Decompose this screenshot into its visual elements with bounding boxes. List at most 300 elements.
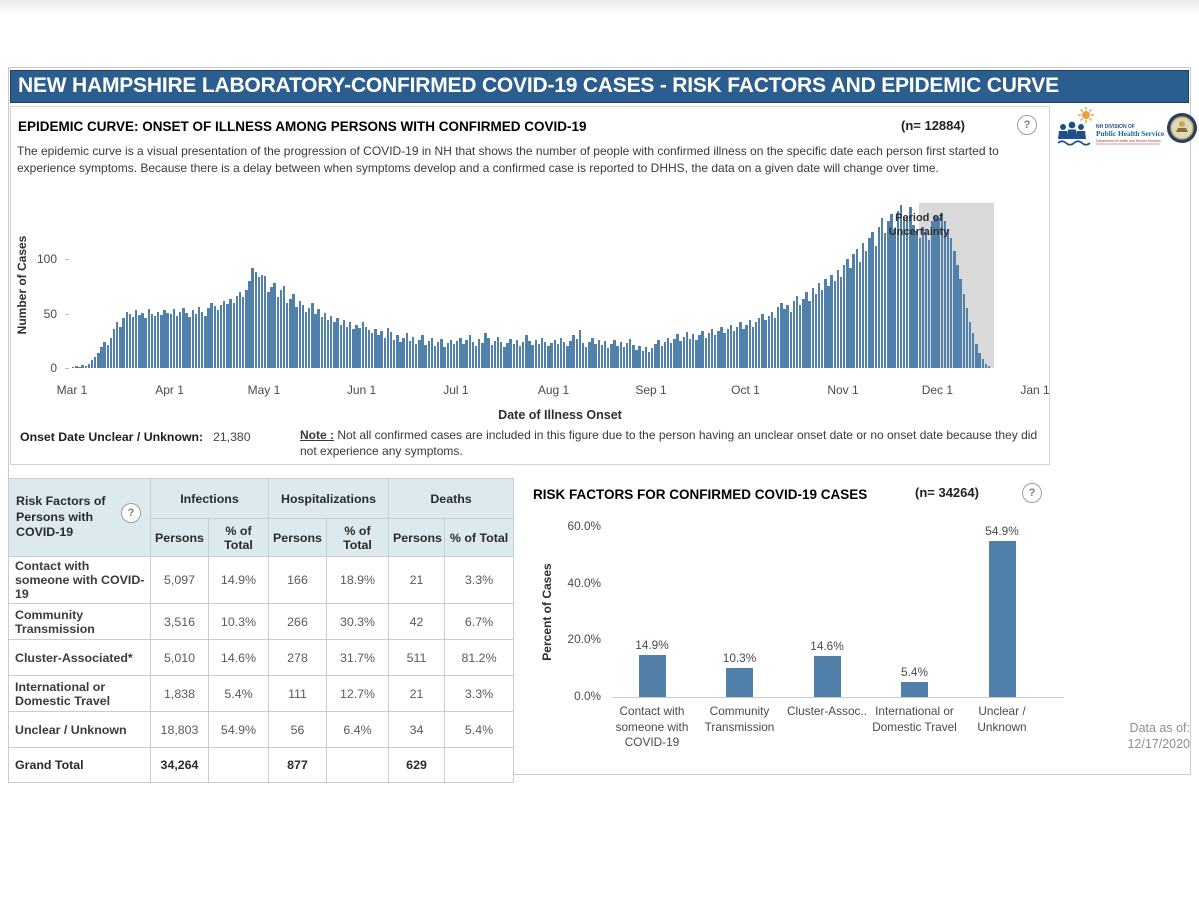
epi-bar[interactable]: [321, 317, 323, 368]
epi-bar[interactable]: [985, 364, 987, 368]
epi-bar[interactable]: [846, 259, 848, 368]
epi-bar[interactable]: [903, 220, 905, 368]
epi-bar[interactable]: [409, 341, 411, 368]
epi-bar[interactable]: [739, 322, 741, 368]
epi-bar[interactable]: [975, 344, 977, 368]
table-cell[interactable]: 30.3%: [327, 604, 389, 640]
table-cell[interactable]: 34: [389, 712, 445, 748]
epi-bar[interactable]: [812, 288, 814, 368]
epi-bar[interactable]: [500, 342, 502, 368]
epi-bar[interactable]: [720, 327, 722, 368]
epi-bar[interactable]: [623, 347, 625, 368]
epi-bar[interactable]: [469, 335, 471, 368]
table-cell[interactable]: 111: [269, 676, 327, 712]
epi-bar[interactable]: [698, 335, 700, 368]
epi-bar[interactable]: [714, 335, 716, 368]
epi-bar[interactable]: [711, 329, 713, 368]
epi-bar[interactable]: [242, 297, 244, 368]
epi-bar[interactable]: [365, 327, 367, 368]
epi-bar[interactable]: [340, 325, 342, 368]
table-cell[interactable]: 3,516: [151, 604, 209, 640]
epi-bar[interactable]: [777, 307, 779, 368]
epi-bar[interactable]: [566, 346, 568, 368]
epi-bar[interactable]: [648, 352, 650, 368]
epi-bar[interactable]: [273, 283, 275, 368]
epi-bar[interactable]: [497, 337, 499, 368]
epi-bar[interactable]: [632, 345, 634, 368]
epi-bar[interactable]: [661, 346, 663, 368]
epi-bar[interactable]: [528, 341, 530, 368]
epi-bar[interactable]: [550, 343, 552, 368]
table-cell[interactable]: [327, 748, 389, 783]
epi-bar[interactable]: [81, 365, 83, 368]
epi-bar[interactable]: [657, 340, 659, 368]
table-cell[interactable]: [445, 748, 514, 783]
epi-bar[interactable]: [862, 243, 864, 368]
epi-bar[interactable]: [475, 346, 477, 368]
epi-bar[interactable]: [107, 345, 109, 368]
row-label[interactable]: Grand Total: [9, 748, 151, 783]
epi-bar[interactable]: [560, 338, 562, 368]
epi-bar[interactable]: [491, 345, 493, 368]
epi-bar[interactable]: [569, 341, 571, 368]
epi-bar[interactable]: [368, 330, 370, 368]
epi-bar[interactable]: [456, 341, 458, 368]
risk-bar[interactable]: [814, 656, 841, 697]
epi-bar[interactable]: [790, 312, 792, 368]
epi-bar[interactable]: [513, 344, 515, 368]
epi-bar[interactable]: [818, 283, 820, 368]
table-cell[interactable]: 278: [269, 640, 327, 676]
table-help-icon[interactable]: ?: [121, 503, 141, 523]
epi-bar[interactable]: [771, 312, 773, 368]
epi-bar[interactable]: [598, 340, 600, 368]
table-cell[interactable]: 1,838: [151, 676, 209, 712]
epi-bar[interactable]: [220, 305, 222, 368]
epi-bar[interactable]: [314, 314, 316, 368]
epi-bar[interactable]: [642, 351, 644, 368]
table-cell[interactable]: 14.9%: [209, 557, 269, 604]
epi-bar[interactable]: [557, 344, 559, 368]
epi-bar[interactable]: [563, 342, 565, 368]
risk-bar[interactable]: [989, 541, 1016, 697]
epi-bar[interactable]: [166, 313, 168, 368]
epi-bar[interactable]: [103, 342, 105, 368]
epi-bar[interactable]: [799, 305, 801, 368]
epi-bar[interactable]: [428, 341, 430, 368]
risk-bar[interactable]: [639, 655, 666, 697]
epi-bar[interactable]: [856, 249, 858, 368]
epi-bar[interactable]: [472, 342, 474, 368]
epi-bar[interactable]: [195, 314, 197, 368]
epi-bar[interactable]: [774, 318, 776, 368]
table-cell[interactable]: 42: [389, 604, 445, 640]
epi-bar[interactable]: [75, 366, 77, 368]
table-cell[interactable]: 31.7%: [327, 640, 389, 676]
epi-bar[interactable]: [264, 276, 266, 368]
epi-bar[interactable]: [402, 338, 404, 368]
epi-bar[interactable]: [487, 338, 489, 368]
epi-bar[interactable]: [173, 309, 175, 368]
epi-bar[interactable]: [399, 342, 401, 368]
table-cell[interactable]: 5,097: [151, 557, 209, 604]
epi-bar[interactable]: [827, 286, 829, 369]
epi-bar[interactable]: [988, 366, 990, 368]
epi-bar[interactable]: [676, 334, 678, 368]
epi-bar[interactable]: [963, 294, 965, 368]
epi-bar[interactable]: [443, 347, 445, 368]
table-cell[interactable]: [209, 748, 269, 783]
epi-bar[interactable]: [229, 299, 231, 368]
table-cell[interactable]: 6.4%: [327, 712, 389, 748]
table-cell[interactable]: 81.2%: [445, 640, 514, 676]
epi-bar[interactable]: [837, 270, 839, 368]
epi-bar[interactable]: [484, 333, 486, 368]
epi-bar[interactable]: [207, 308, 209, 368]
epi-bar[interactable]: [972, 333, 974, 368]
table-cell[interactable]: 266: [269, 604, 327, 640]
epi-bar[interactable]: [610, 344, 612, 368]
epi-bar[interactable]: [969, 322, 971, 368]
epi-bar[interactable]: [959, 279, 961, 368]
epi-bar[interactable]: [582, 343, 584, 368]
epi-bar[interactable]: [210, 303, 212, 368]
epi-bar[interactable]: [94, 357, 96, 368]
epi-bar[interactable]: [705, 338, 707, 368]
epi-bar[interactable]: [947, 229, 949, 368]
epi-bar[interactable]: [579, 330, 581, 368]
epi-bar[interactable]: [531, 345, 533, 368]
epi-bar[interactable]: [223, 301, 225, 368]
epi-bar[interactable]: [148, 309, 150, 368]
epi-bar[interactable]: [506, 343, 508, 368]
epi-bar[interactable]: [723, 333, 725, 368]
epi-bar[interactable]: [922, 227, 924, 368]
epi-bar[interactable]: [390, 332, 392, 368]
epi-bar[interactable]: [248, 281, 250, 368]
epi-bar[interactable]: [481, 343, 483, 368]
epi-bar[interactable]: [745, 325, 747, 368]
epi-bar[interactable]: [764, 320, 766, 368]
epi-bar[interactable]: [343, 320, 345, 368]
epi-bar[interactable]: [821, 290, 823, 368]
epi-bar[interactable]: [330, 316, 332, 368]
epi-bar[interactable]: [594, 344, 596, 368]
row-label[interactable]: Unclear / Unknown: [9, 712, 151, 748]
epi-bar[interactable]: [100, 347, 102, 368]
epi-bar[interactable]: [629, 339, 631, 368]
table-cell[interactable]: 3.3%: [445, 676, 514, 712]
epi-bar[interactable]: [160, 315, 162, 368]
epi-bar[interactable]: [519, 346, 521, 368]
epi-bar[interactable]: [135, 310, 137, 368]
epi-bar[interactable]: [295, 307, 297, 368]
epi-bar[interactable]: [978, 353, 980, 368]
epi-bar[interactable]: [157, 312, 159, 368]
epi-bar[interactable]: [440, 339, 442, 368]
epi-bar[interactable]: [849, 268, 851, 368]
row-label[interactable]: Cluster-Associated*: [9, 640, 151, 676]
epi-bar[interactable]: [233, 303, 235, 368]
epi-bar[interactable]: [346, 327, 348, 368]
epi-bar[interactable]: [286, 303, 288, 368]
epi-bar[interactable]: [805, 292, 807, 368]
epi-bar[interactable]: [217, 310, 219, 368]
epi-bar[interactable]: [151, 314, 153, 368]
epi-bar[interactable]: [956, 265, 958, 368]
table-cell[interactable]: 3.3%: [445, 557, 514, 604]
epi-bar[interactable]: [912, 225, 914, 368]
epi-bar[interactable]: [396, 335, 398, 368]
epi-bar[interactable]: [494, 341, 496, 368]
epi-bar[interactable]: [192, 310, 194, 368]
epi-bar[interactable]: [547, 346, 549, 368]
epi-bar[interactable]: [761, 314, 763, 368]
epi-bar[interactable]: [201, 312, 203, 368]
epi-bar[interactable]: [214, 306, 216, 368]
epi-bar[interactable]: [261, 275, 263, 368]
epi-bar[interactable]: [336, 318, 338, 368]
epi-bar[interactable]: [793, 301, 795, 368]
epi-bar[interactable]: [875, 246, 877, 368]
epi-bar[interactable]: [355, 325, 357, 368]
epi-bar[interactable]: [384, 338, 386, 368]
epi-bar[interactable]: [434, 346, 436, 368]
epi-bar[interactable]: [78, 367, 80, 368]
epi-bar[interactable]: [620, 342, 622, 368]
table-cell[interactable]: 6.7%: [445, 604, 514, 640]
epi-bar[interactable]: [447, 343, 449, 368]
epi-bar[interactable]: [280, 290, 282, 368]
epi-bar[interactable]: [638, 346, 640, 368]
epi-bar[interactable]: [730, 325, 732, 368]
epi-bar[interactable]: [465, 340, 467, 368]
epi-bar[interactable]: [305, 312, 307, 368]
epi-bar[interactable]: [302, 305, 304, 368]
epi-bar[interactable]: [437, 342, 439, 368]
epi-bar[interactable]: [431, 338, 433, 368]
epi-bar[interactable]: [88, 364, 90, 368]
epi-bar[interactable]: [607, 348, 609, 368]
epi-bar[interactable]: [755, 322, 757, 368]
epi-bar[interactable]: [509, 339, 511, 368]
table-cell[interactable]: 21: [389, 557, 445, 604]
table-cell[interactable]: 34,264: [151, 748, 209, 783]
epi-bar[interactable]: [163, 310, 165, 368]
table-cell[interactable]: 5.4%: [209, 676, 269, 712]
epi-bar[interactable]: [459, 338, 461, 368]
epi-bar[interactable]: [859, 262, 861, 368]
epi-bar[interactable]: [258, 277, 260, 368]
epi-bar[interactable]: [333, 322, 335, 368]
epi-bar[interactable]: [129, 314, 131, 368]
epi-bar[interactable]: [185, 313, 187, 368]
epi-bar[interactable]: [421, 335, 423, 368]
epi-bar[interactable]: [982, 359, 984, 368]
epi-bar[interactable]: [928, 240, 930, 368]
table-cell[interactable]: 54.9%: [209, 712, 269, 748]
epi-bar[interactable]: [852, 254, 854, 368]
epi-bar[interactable]: [541, 338, 543, 368]
epi-bar[interactable]: [317, 309, 319, 368]
epi-bar[interactable]: [768, 316, 770, 368]
epi-bar[interactable]: [251, 268, 253, 368]
epi-bar[interactable]: [786, 305, 788, 368]
table-cell[interactable]: 877: [269, 748, 327, 783]
epi-bar[interactable]: [815, 294, 817, 368]
epi-bar[interactable]: [406, 333, 408, 368]
epi-bar[interactable]: [783, 309, 785, 368]
epi-bar[interactable]: [289, 299, 291, 368]
epi-bar[interactable]: [645, 347, 647, 368]
epi-bar[interactable]: [349, 322, 351, 368]
epi-bar[interactable]: [138, 315, 140, 368]
epi-bar[interactable]: [522, 342, 524, 368]
epi-bar[interactable]: [865, 251, 867, 368]
epi-bar[interactable]: [572, 335, 574, 368]
epi-bar[interactable]: [925, 233, 927, 368]
epi-bar[interactable]: [503, 347, 505, 368]
epi-bar[interactable]: [953, 251, 955, 368]
epi-bar[interactable]: [170, 314, 172, 368]
epi-bar[interactable]: [270, 287, 272, 368]
risk-chart-help-icon[interactable]: ?: [1022, 483, 1042, 503]
epi-bar[interactable]: [236, 296, 238, 368]
table-cell[interactable]: 14.6%: [209, 640, 269, 676]
epi-bar[interactable]: [667, 338, 669, 368]
epi-bar[interactable]: [453, 344, 455, 368]
table-cell[interactable]: 629: [389, 748, 445, 783]
epi-bar[interactable]: [613, 340, 615, 368]
epi-bar[interactable]: [626, 343, 628, 368]
epi-bar[interactable]: [110, 338, 112, 368]
epi-bar[interactable]: [352, 329, 354, 368]
epi-bar[interactable]: [299, 301, 301, 368]
table-cell[interactable]: 21: [389, 676, 445, 712]
epi-bar[interactable]: [733, 331, 735, 368]
epi-bar[interactable]: [154, 316, 156, 368]
epi-bar[interactable]: [226, 304, 228, 368]
epi-bar[interactable]: [182, 308, 184, 368]
epi-bar[interactable]: [418, 340, 420, 368]
epi-bar[interactable]: [635, 350, 637, 368]
epi-bar[interactable]: [255, 272, 257, 368]
epi-bar[interactable]: [188, 317, 190, 368]
epi-bar[interactable]: [179, 312, 181, 368]
epi-bar[interactable]: [525, 335, 527, 368]
epi-bar[interactable]: [371, 333, 373, 368]
epi-bar[interactable]: [374, 329, 376, 368]
epi-bar[interactable]: [749, 320, 751, 368]
epi-bar[interactable]: [824, 279, 826, 368]
epi-bar[interactable]: [808, 301, 810, 368]
epi-bar[interactable]: [478, 339, 480, 368]
epi-bar[interactable]: [204, 316, 206, 368]
epi-bar[interactable]: [538, 344, 540, 368]
epi-bar[interactable]: [944, 221, 946, 368]
epi-bar[interactable]: [887, 221, 889, 368]
epi-bar[interactable]: [830, 275, 832, 368]
epi-bar[interactable]: [412, 337, 414, 368]
epi-bar[interactable]: [673, 339, 675, 368]
epi-bar[interactable]: [126, 312, 128, 368]
epi-bar[interactable]: [884, 233, 886, 368]
epi-bar[interactable]: [144, 318, 146, 368]
epi-bar[interactable]: [198, 307, 200, 368]
epi-bar[interactable]: [881, 218, 883, 368]
epi-bar[interactable]: [679, 341, 681, 368]
epi-bar[interactable]: [554, 340, 556, 368]
epi-bar[interactable]: [516, 340, 518, 368]
epi-bar[interactable]: [324, 313, 326, 368]
epi-help-icon[interactable]: ?: [1017, 115, 1037, 135]
epi-bar[interactable]: [380, 331, 382, 368]
epi-bar[interactable]: [308, 308, 310, 368]
epi-bar[interactable]: [450, 340, 452, 368]
epi-bar[interactable]: [544, 342, 546, 368]
table-cell[interactable]: 5.4%: [445, 712, 514, 748]
epi-bar[interactable]: [72, 367, 74, 368]
epi-bar[interactable]: [588, 342, 590, 368]
epi-bar[interactable]: [701, 331, 703, 368]
epi-bar[interactable]: [239, 292, 241, 368]
epi-bar[interactable]: [311, 303, 313, 368]
epi-bar[interactable]: [689, 339, 691, 368]
epi-bar[interactable]: [752, 327, 754, 368]
epi-bar[interactable]: [878, 227, 880, 368]
row-label[interactable]: Community Transmission: [9, 604, 151, 640]
epi-bar[interactable]: [358, 328, 360, 368]
epi-bar[interactable]: [664, 342, 666, 368]
epi-bar[interactable]: [893, 229, 895, 368]
epi-bar[interactable]: [840, 277, 842, 368]
epi-bar[interactable]: [327, 320, 329, 368]
epi-bar[interactable]: [802, 299, 804, 368]
epi-bar[interactable]: [362, 322, 364, 368]
epi-bar[interactable]: [113, 329, 115, 368]
epi-bar[interactable]: [604, 341, 606, 368]
epi-bar[interactable]: [116, 322, 118, 368]
epi-bar[interactable]: [393, 340, 395, 368]
epi-bar[interactable]: [119, 327, 121, 368]
epi-bar[interactable]: [576, 339, 578, 368]
epi-bar[interactable]: [796, 296, 798, 368]
table-cell[interactable]: 166: [269, 557, 327, 604]
epi-bar[interactable]: [245, 290, 247, 368]
epi-bar[interactable]: [424, 345, 426, 368]
epi-bar[interactable]: [601, 345, 603, 368]
epi-bar[interactable]: [267, 292, 269, 368]
epi-bar[interactable]: [176, 316, 178, 368]
table-cell[interactable]: 511: [389, 640, 445, 676]
epi-bar[interactable]: [97, 353, 99, 368]
epi-bar[interactable]: [683, 337, 685, 368]
epi-bar[interactable]: [758, 318, 760, 368]
epi-bar[interactable]: [919, 238, 921, 368]
epi-bar[interactable]: [651, 348, 653, 368]
epi-bar[interactable]: [122, 318, 124, 368]
row-label[interactable]: International or Domestic Travel: [9, 676, 151, 712]
epi-bar[interactable]: [462, 344, 464, 368]
epi-bar[interactable]: [834, 281, 836, 368]
epi-bar[interactable]: [377, 335, 379, 368]
risk-bar[interactable]: [901, 682, 928, 697]
epi-bar[interactable]: [717, 331, 719, 368]
epi-bar[interactable]: [708, 333, 710, 368]
epi-bar[interactable]: [742, 329, 744, 368]
epi-bar[interactable]: [937, 218, 939, 368]
epi-bar[interactable]: [387, 328, 389, 368]
